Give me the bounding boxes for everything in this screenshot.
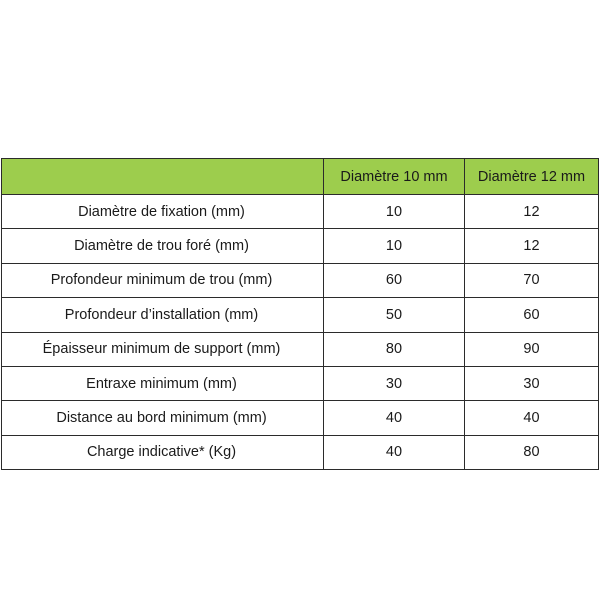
header-diameter-12: Diamètre 12 mm: [465, 159, 599, 195]
header-corner-cell: [2, 159, 324, 195]
row-label: Épaisseur minimum de support (mm): [2, 332, 324, 366]
row-label: Profondeur minimum de trou (mm): [2, 263, 324, 297]
table-row: [2, 435, 599, 469]
value-diameter-10: 50: [324, 298, 465, 332]
table-row: [2, 332, 599, 366]
table-row: [2, 229, 599, 263]
value-diameter-12: 40: [465, 401, 599, 435]
value-diameter-12: 60: [465, 298, 599, 332]
specifications-table: [1, 158, 599, 470]
value-diameter-12: 90: [465, 332, 599, 366]
header-row: [2, 159, 599, 195]
table-row: [2, 366, 599, 400]
row-label: Profondeur d’installation (mm): [2, 298, 324, 332]
table-header: [2, 159, 599, 195]
row-label: Diamètre de trou foré (mm): [2, 229, 324, 263]
value-diameter-12: 12: [465, 195, 599, 229]
value-diameter-10: 60: [324, 263, 465, 297]
value-diameter-10: 80: [324, 332, 465, 366]
table-row: [2, 195, 599, 229]
value-diameter-10: 30: [324, 366, 465, 400]
row-label: Charge indicative* (Kg): [2, 435, 324, 469]
header-diameter-10: Diamètre 10 mm: [324, 159, 465, 195]
value-diameter-10: 40: [324, 435, 465, 469]
row-label: Distance au bord minimum (mm): [2, 401, 324, 435]
value-diameter-12: 30: [465, 366, 599, 400]
table-row: [2, 401, 599, 435]
table-body: [2, 195, 599, 470]
table-row: [2, 298, 599, 332]
value-diameter-10: 10: [324, 195, 465, 229]
value-diameter-12: 12: [465, 229, 599, 263]
value-diameter-10: 40: [324, 401, 465, 435]
row-label: Entraxe minimum (mm): [2, 366, 324, 400]
value-diameter-12: 80: [465, 435, 599, 469]
value-diameter-10: 10: [324, 229, 465, 263]
table-row: [2, 263, 599, 297]
value-diameter-12: 70: [465, 263, 599, 297]
row-label: Diamètre de fixation (mm): [2, 195, 324, 229]
